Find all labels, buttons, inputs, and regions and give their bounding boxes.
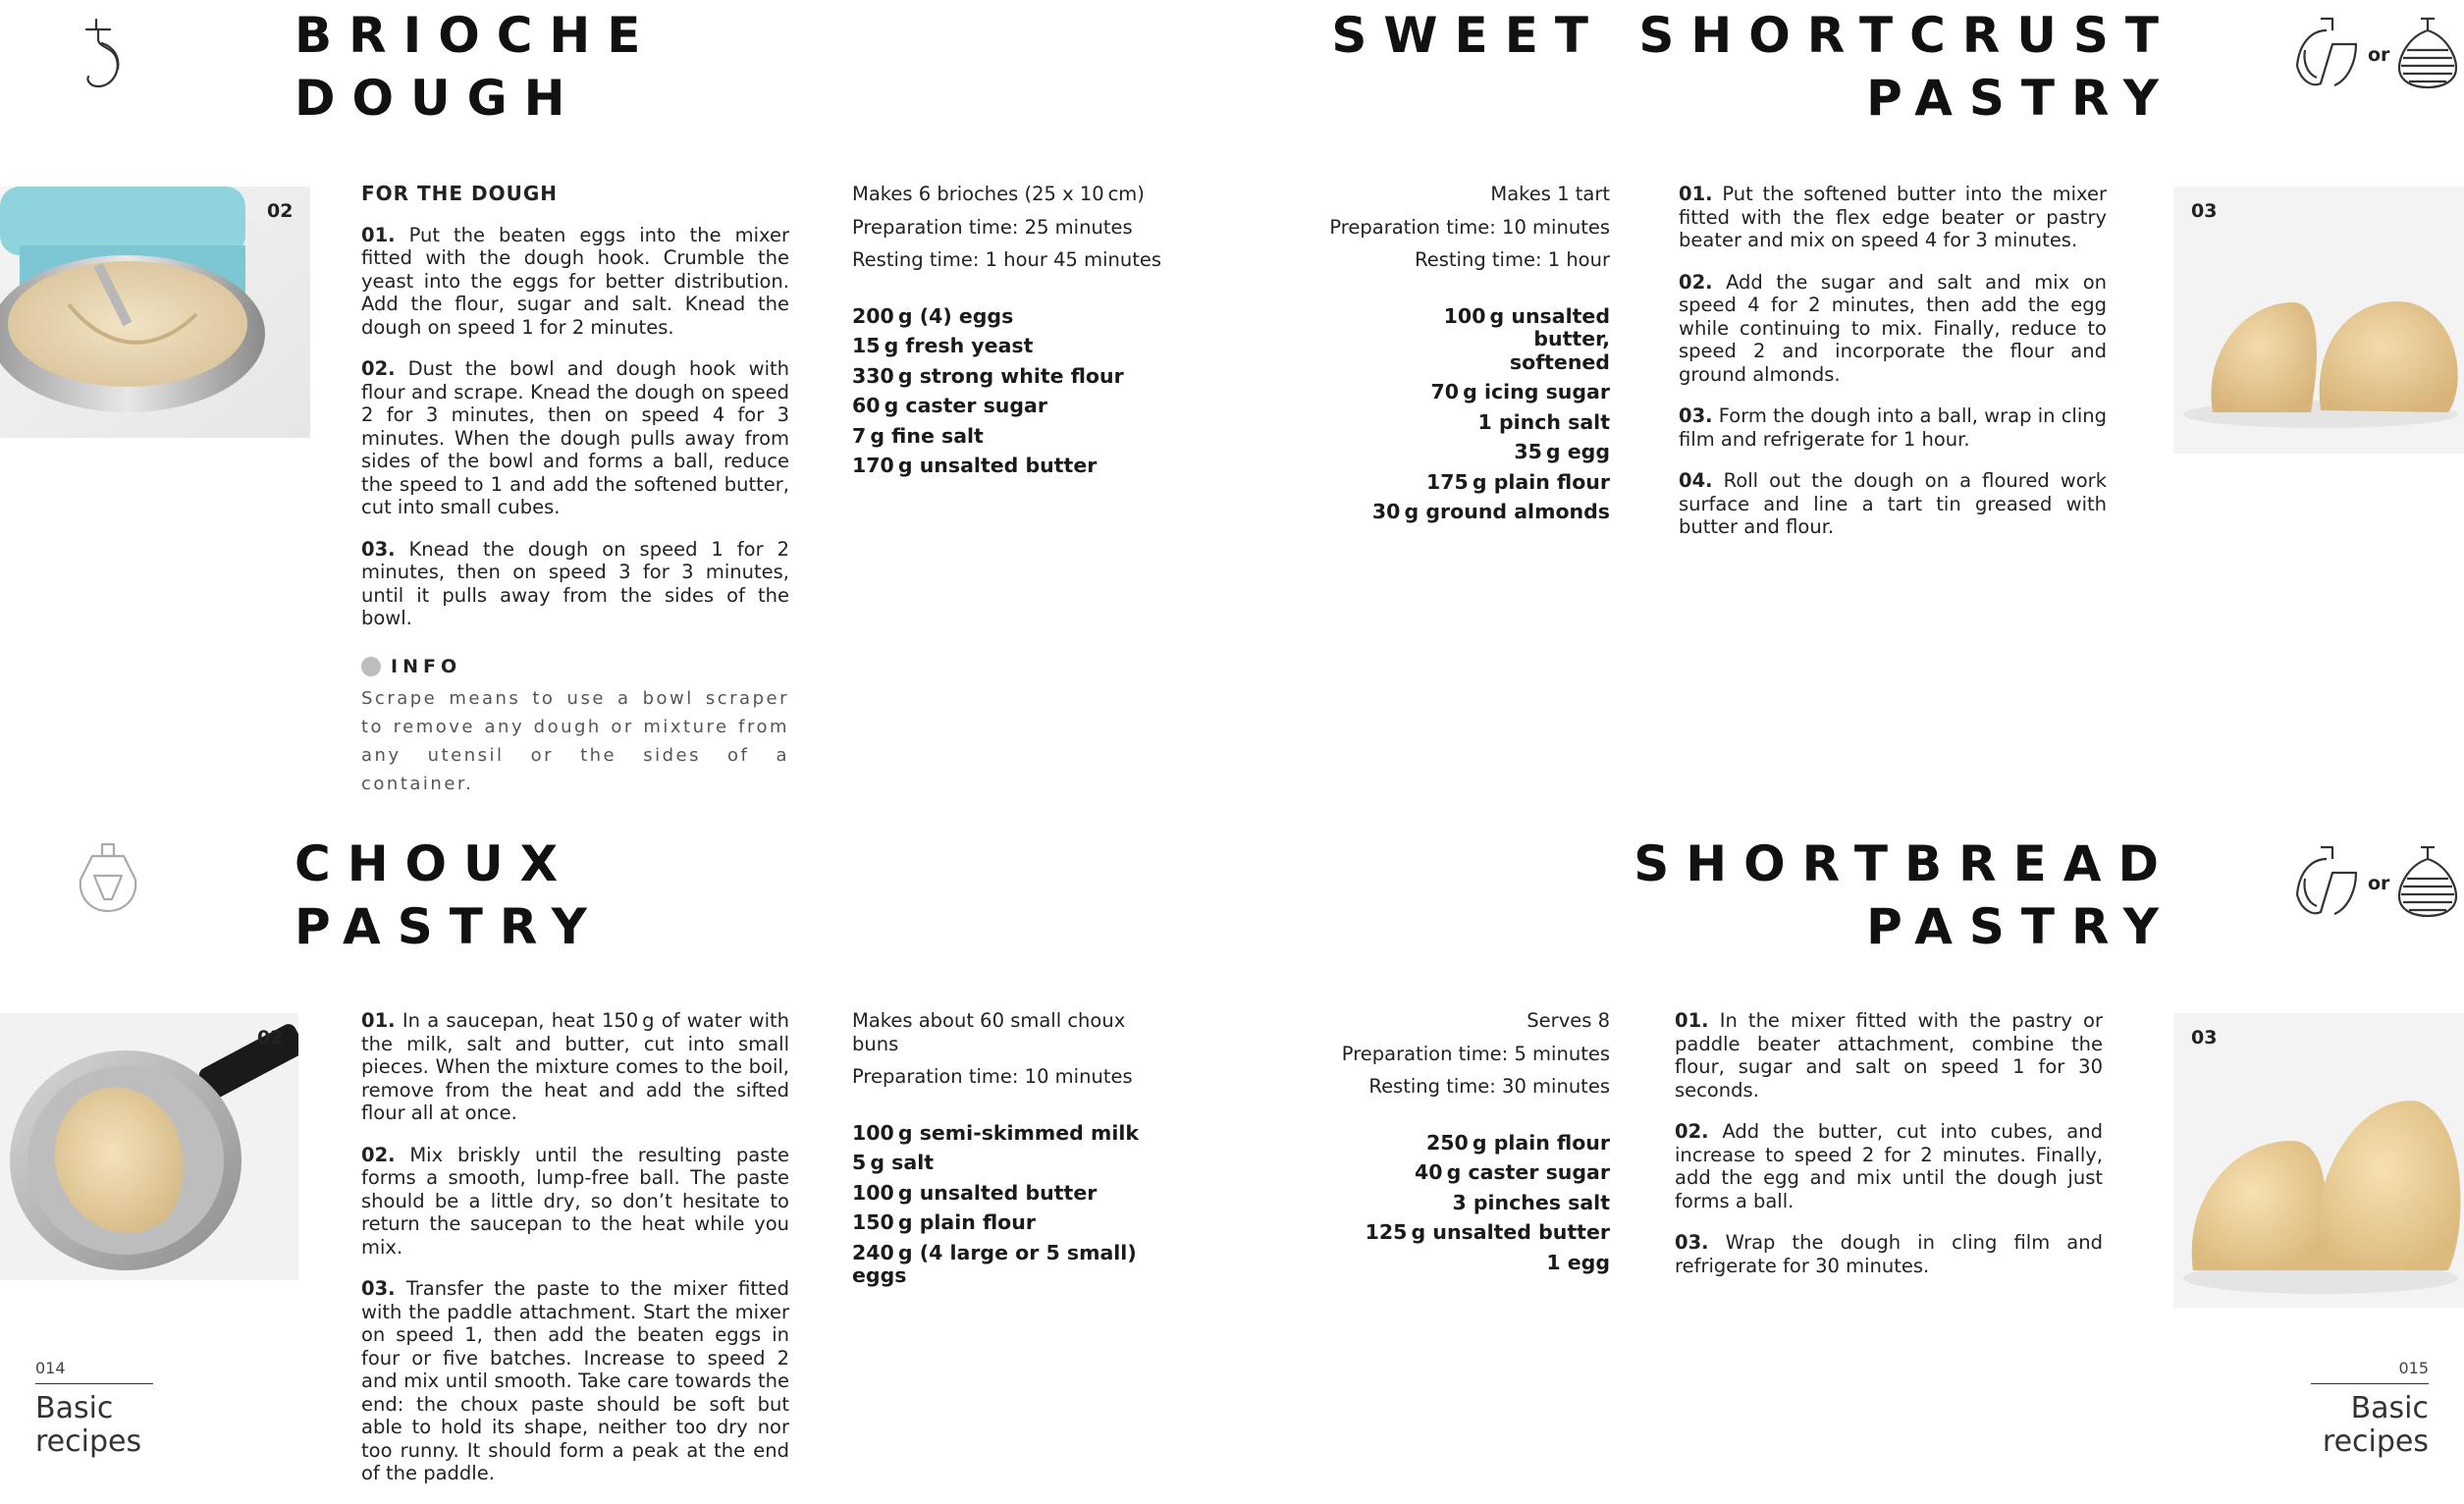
brioche-photo-number: 02 bbox=[267, 200, 294, 222]
ingredient-item: 40 g caster sugar bbox=[1415, 1160, 1610, 1184]
brioche-step bbox=[361, 357, 789, 519]
shortbread-yield: Serves 8 bbox=[1527, 1009, 1610, 1032]
folio-left bbox=[35, 1359, 192, 1459]
step-text: Dust the bowl and dough hook with flour and scrape. Knead the dough on speed 2 for 3 minutes, then on speed 4 for 3 minutes. When the dough pulls away from sides of the bowl and forms a ball, reduce the speed to 1 and add the softened butter, cut into small cubes. bbox=[361, 357, 789, 518]
choux-title bbox=[295, 833, 604, 958]
step-text: Transfer the paste to the mixer fitted with the paddle attachment. Start the mixer on speed 1, then add the beaten eggs in four or five batches. Increase to speed 2 and mix until smooth. Take care towards the end: the choux paste should be soft but able to hold its shape, neither too dry nor too runny. It should form a peak at the end of the paddle. bbox=[361, 1277, 789, 1484]
step-number: 01. bbox=[361, 1009, 396, 1032]
ingredient-item: 200 g (4) eggs bbox=[852, 303, 1014, 328]
step-text: Put the beaten eggs into the mixer fitted with the dough hook. Crumble the yeast into the eggs for better distribution. Add the flour, sugar and salt. Knead the dough on speed 1 for 2 minutes. bbox=[361, 223, 789, 339]
step-number: 03. bbox=[361, 1277, 396, 1300]
sweet-shortcrust-photo-number: 03 bbox=[2191, 200, 2218, 222]
info-title-text: INFO bbox=[391, 655, 462, 677]
ingredient-item: 1 egg bbox=[1546, 1250, 1610, 1274]
choux-title-line1: CHOUX bbox=[295, 835, 575, 892]
shortbread-title-line1: SHORTBREAD bbox=[1634, 835, 2175, 892]
flex-edge-beater-icon bbox=[2291, 843, 2362, 924]
choux-title-line2: PASTRY bbox=[295, 898, 604, 955]
step-number: 01. bbox=[1675, 1009, 1709, 1032]
sweet-shortcrust-step bbox=[1679, 404, 2107, 451]
ingredient-item: 330 g strong white flour bbox=[852, 363, 1124, 388]
ingredient-item: 150 g plain flour bbox=[852, 1210, 1036, 1234]
sweet-shortcrust-tools bbox=[2291, 16, 2464, 94]
shortbread-step bbox=[1675, 1120, 2103, 1212]
shortbread-resting-time: Resting time: 30 minutes bbox=[1368, 1075, 1610, 1098]
choux-step bbox=[361, 1277, 789, 1485]
choux-details bbox=[852, 1009, 1186, 1295]
section-label-line2: recipes bbox=[2322, 1424, 2429, 1459]
ingredient-item: 35 g egg bbox=[1514, 440, 1610, 463]
sweet-shortcrust-method bbox=[1679, 183, 2107, 558]
dough-hook-icon bbox=[77, 14, 137, 94]
brioche-title-line2: DOUGH bbox=[295, 70, 582, 127]
section-label bbox=[2272, 1392, 2429, 1459]
step-number: 02. bbox=[1675, 1120, 1709, 1143]
info-heading bbox=[361, 656, 789, 679]
step-number: 01. bbox=[361, 223, 396, 246]
ingredient-item: 3 pinches salt bbox=[1452, 1190, 1610, 1214]
brioche-section-heading: FOR THE DOUGH bbox=[361, 182, 559, 205]
ingredient-item: 1 pinch salt bbox=[1477, 409, 1610, 434]
shortbread-photo bbox=[2173, 1013, 2464, 1308]
choux-photo bbox=[0, 1013, 298, 1280]
choux-step bbox=[361, 1009, 789, 1125]
section-label-line2: recipes bbox=[35, 1424, 142, 1459]
pastry-beater-icon bbox=[2395, 15, 2460, 95]
page-number: 014 bbox=[35, 1359, 66, 1377]
ingredient-item: 100 g semi-skimmed milk bbox=[852, 1120, 1140, 1145]
sweet-shortcrust-resting-time: Resting time: 1 hour bbox=[1415, 248, 1610, 271]
ingredient-item: 15 g fresh yeast bbox=[852, 334, 1034, 357]
brioche-title bbox=[295, 4, 657, 130]
brioche-prep-time: Preparation time: 25 minutes bbox=[852, 215, 1133, 239]
brioche-step bbox=[361, 538, 789, 630]
sweet-shortcrust-step bbox=[1679, 271, 2107, 387]
shortbread-step bbox=[1675, 1231, 2103, 1277]
step-number: 02. bbox=[361, 1143, 396, 1166]
sweet-shortcrust-prep-time: Preparation time: 10 minutes bbox=[1329, 215, 1610, 239]
step-number: 02. bbox=[361, 357, 396, 380]
step-number: 03. bbox=[1679, 404, 1713, 427]
info-dot-icon bbox=[361, 657, 381, 676]
step-text: Mix briskly until the resulting paste forms a smooth, lump-free ball. The paste should be a little dry, so don’t hesitate to return the saucepan to the heat while you mix. bbox=[361, 1143, 790, 1259]
sweet-shortcrust-title-line1: SWEET SHORTCRUST bbox=[1331, 7, 2175, 64]
flex-edge-beater-icon bbox=[2291, 15, 2362, 95]
brioche-photo bbox=[0, 187, 310, 438]
choux-step bbox=[361, 1144, 789, 1260]
pastry-beater-icon bbox=[2395, 843, 2460, 924]
brioche-resting-time: Resting time: 1 hour 45 minutes bbox=[852, 248, 1162, 271]
shortbread-details bbox=[1315, 1009, 1610, 1281]
ingredient-item: 125 g unsalted butter bbox=[1365, 1220, 1610, 1244]
ingredient-item: 250 g plain flour bbox=[1426, 1130, 1610, 1155]
paddle-attachment-icon bbox=[75, 840, 141, 917]
brioche-step bbox=[361, 224, 789, 340]
choux-method bbox=[361, 1009, 789, 1504]
shortbread-prep-time: Preparation time: 5 minutes bbox=[1341, 1042, 1610, 1065]
ingredient-item: 7 g fine salt bbox=[852, 423, 984, 448]
ingredient-item: 100 g unsalted butter bbox=[852, 1180, 1098, 1205]
page-number: 015 bbox=[2398, 1359, 2429, 1377]
step-number: 01. bbox=[1679, 183, 1713, 205]
ingredient-item: 5 g salt bbox=[852, 1151, 935, 1174]
shortbread-photo-number: 03 bbox=[2191, 1027, 2218, 1048]
step-number: 02. bbox=[1679, 270, 1713, 294]
shortbread-or-label: or bbox=[2368, 873, 2390, 894]
ingredient-item: 175 g plain flour bbox=[1426, 469, 1610, 494]
brioche-yield: Makes 6 brioches (25 x 10 cm) bbox=[852, 183, 1145, 205]
choux-prep-time: Preparation time: 10 minutes bbox=[852, 1065, 1133, 1088]
shortbread-title-line2: PASTRY bbox=[1866, 898, 2175, 955]
sweet-shortcrust-photo bbox=[2173, 187, 2464, 454]
step-text: Form the dough into a ball, wrap in cling film and refrigerate for 1 hour. bbox=[1679, 404, 2107, 451]
step-text: Wrap the dough in cling film and refrigerate for 30 minutes. bbox=[1675, 1231, 2103, 1277]
step-text: In a saucepan, heat 150 g of water with the milk, salt and butter, cut into small pieces. When the mixture comes to the boil, remove from the heat and add the sifted flour all at once. bbox=[361, 1009, 790, 1124]
step-text: Knead the dough on speed 1 for 2 minutes, then on speed 3 for 3 minutes, until it pulls away from the sides of the bowl. bbox=[361, 537, 789, 629]
sweet-shortcrust-title-line2: PASTRY bbox=[1866, 70, 2175, 127]
sweet-shortcrust-details bbox=[1315, 183, 1610, 531]
ingredient-item: 60 g caster sugar bbox=[852, 394, 1047, 417]
step-text: Add the butter, cut into cubes, and increase to speed 2 for 2 minutes. Finally, add the egg and mix until the dough just forms a ball. bbox=[1675, 1120, 2103, 1212]
step-number: 03. bbox=[361, 537, 396, 561]
step-number: 03. bbox=[1675, 1231, 1709, 1254]
section-label-line1: Basic bbox=[35, 1391, 114, 1425]
folio-divider bbox=[2311, 1383, 2429, 1384]
brioche-details bbox=[852, 183, 1186, 485]
shortbread-title bbox=[1292, 833, 2175, 958]
shortbread-step bbox=[1675, 1009, 2103, 1101]
ingredient-item: 240 g (4 large or 5 small) eggs bbox=[852, 1240, 1137, 1287]
sweet-shortcrust-step bbox=[1679, 183, 2107, 252]
choux-yield: Makes about 60 small choux buns bbox=[852, 1009, 1126, 1055]
ingredient-item: 70 g icing sugar bbox=[1430, 380, 1610, 403]
sweet-shortcrust-or-label: or bbox=[2368, 44, 2390, 66]
ingredient-item: 170 g unsalted butter bbox=[852, 454, 1098, 477]
step-text: Add the sugar and salt and mix on speed 4 for 2 minutes, then add the egg while continuing to mix. Finally, reduce to speed 2 and incorporate the flour and ground almonds. bbox=[1679, 270, 2108, 386]
section-label bbox=[35, 1392, 192, 1459]
step-text: In the mixer fitted with the pastry or paddle beater attachment, combine the flour, sugar and salt on speed 1 for 30 seconds. bbox=[1675, 1009, 2104, 1101]
shortbread-method bbox=[1675, 1009, 2103, 1296]
info-box bbox=[361, 656, 789, 799]
sweet-shortcrust-step bbox=[1679, 469, 2107, 539]
step-text: Roll out the dough on a floured work surface and line a tart tin greased with butter and flour. bbox=[1679, 469, 2107, 538]
folio-right bbox=[2272, 1359, 2429, 1459]
info-text: Scrape means to use a bowl scraper to remove any dough or mixture from any utensil or the sides of a container. bbox=[361, 688, 789, 794]
section-label-line1: Basic bbox=[2350, 1391, 2429, 1425]
sweet-shortcrust-yield: Makes 1 tart bbox=[1490, 183, 1610, 205]
choux-photo-number: 02 bbox=[257, 1027, 284, 1048]
step-number: 04. bbox=[1679, 469, 1713, 492]
step-text: Put the softened butter into the mixer fitted with the flex edge beater or pastry beater and mix on speed 4 for 3 minutes. bbox=[1679, 183, 2108, 251]
brioche-method bbox=[361, 183, 789, 798]
brioche-title-line1: BRIOCHE bbox=[295, 7, 658, 64]
ingredient-item: 30 g ground almonds bbox=[1371, 500, 1610, 523]
folio-divider bbox=[35, 1383, 153, 1384]
ingredient-item: 100 g unsalted butter, softened bbox=[1443, 303, 1610, 374]
sweet-shortcrust-title bbox=[1292, 4, 2175, 130]
shortbread-tools bbox=[2291, 844, 2464, 923]
